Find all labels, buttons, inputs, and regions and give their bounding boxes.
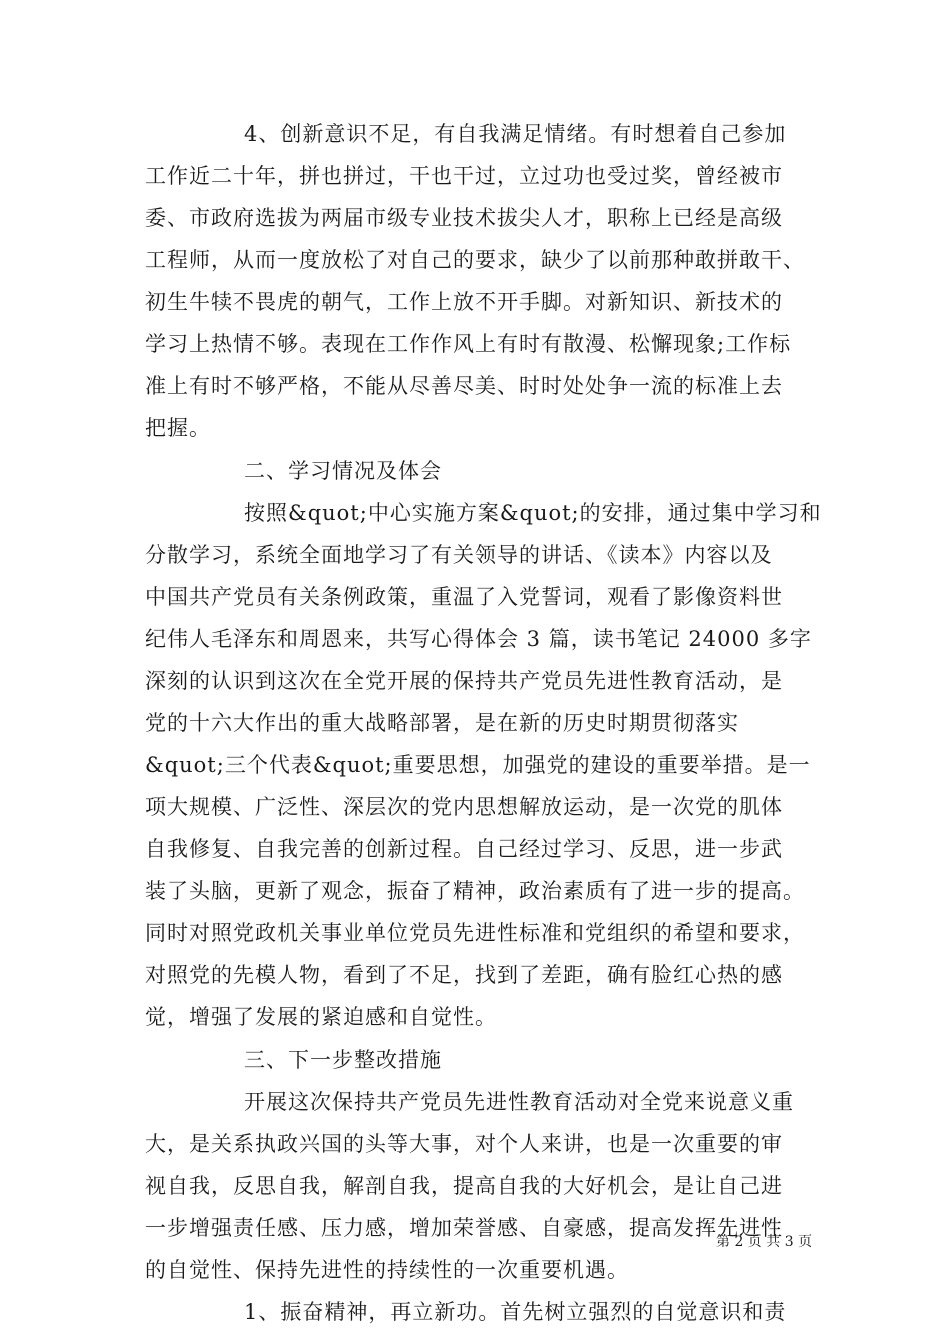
text-line: 工作近二十年，拼也拼过，干也干过，立过功也受过奖，曾经被市 [145,164,783,188]
text-line: 同时对照党政机关事业单位党员先进性标准和党组织的希望和要求， [145,921,805,945]
section-heading: 三、下一步整改措施 [244,1048,442,1072]
text-line: 初生牛犊不畏虎的朝气，工作上放不开手脚。对新知识、新技术的 [145,290,783,314]
text-line: 1、振奋精神，再立新功。首先树立强烈的自觉意识和责 [244,1300,787,1324]
section-heading: 二、学习情况及体会 [244,459,442,483]
text-line: 4、创新意识不足，有自我满足情绪。有时想着自己参加 [244,122,787,146]
text-line: 分散学习，系统全面地学习了有关领导的讲话、《读本》内容以及 [145,543,773,567]
text-line: 深刻的认识到这次在全党开展的保持共产党员先进性教育活动，是 [145,669,783,693]
text-line: 项大规模、广泛性、深层次的党内思想解放运动，是一次党的肌体 [145,795,783,819]
text-line: 的自觉性、保持先进性的持续性的一次重要机遇。 [145,1258,629,1282]
text-line: 纪伟人毛泽东和周恩来，共写心得体会 3 篇，读书笔记 24000 多字 [145,627,812,651]
text-line: 对照党的先模人物，看到了不足，找到了差距，确有脸红心热的感 [145,963,783,987]
text-line: 开展这次保持共产党员先进性教育活动对全党来说意义重 [244,1090,794,1114]
text-line: 一步增强责任感、压力感，增加荣誉感、自豪感，提高发挥先进性 [145,1216,783,1240]
text-line: 委、市政府选拔为两届市级专业技术拔尖人才，职称上已经是高级 [145,206,783,230]
text-line: 党的十六大作出的重大战略部署，是在新的历史时期贯彻落实 [145,711,739,735]
text-line: 中国共产党员有关条例政策，重温了入党誓词，观看了影像资料世 [145,585,783,609]
text-line: 自我修复、自我完善的创新过程。自己经过学习、反思，进一步武 [145,837,783,861]
text-line: 工程师，从而一度放松了对自己的要求，缺少了以前那种敢拼敢干、 [145,248,805,272]
text-line: 大，是关系执政兴国的头等大事，对个人来讲，也是一次重要的审 [145,1132,783,1156]
page-number: 第 2 页 共 3 页 [716,1234,813,1250]
text-line: 把握。 [145,416,211,440]
text-line: 觉，增强了发展的紧迫感和自觉性。 [145,1005,497,1029]
text-line: 视自我，反思自我，解剖自我，提高自我的大好机会，是让自己进 [145,1174,783,1198]
text-line: 准上有时不够严格，不能从尽善尽美、时时处处争一流的标准上去 [145,374,783,398]
text-line: 学习上热情不够。表现在工作作风上有时有散漫、松懈现象;工作标 [145,332,792,356]
text-line: &quot;三个代表&quot;重要思想，加强党的建设的重要举措。是一 [145,753,811,777]
text-line: 按照&quot;中心实施方案&quot;的安排，通过集中学习和 [244,501,822,525]
text-line: 装了头脑，更新了观念，振奋了精神，政治素质有了进一步的提高。 [145,879,805,903]
